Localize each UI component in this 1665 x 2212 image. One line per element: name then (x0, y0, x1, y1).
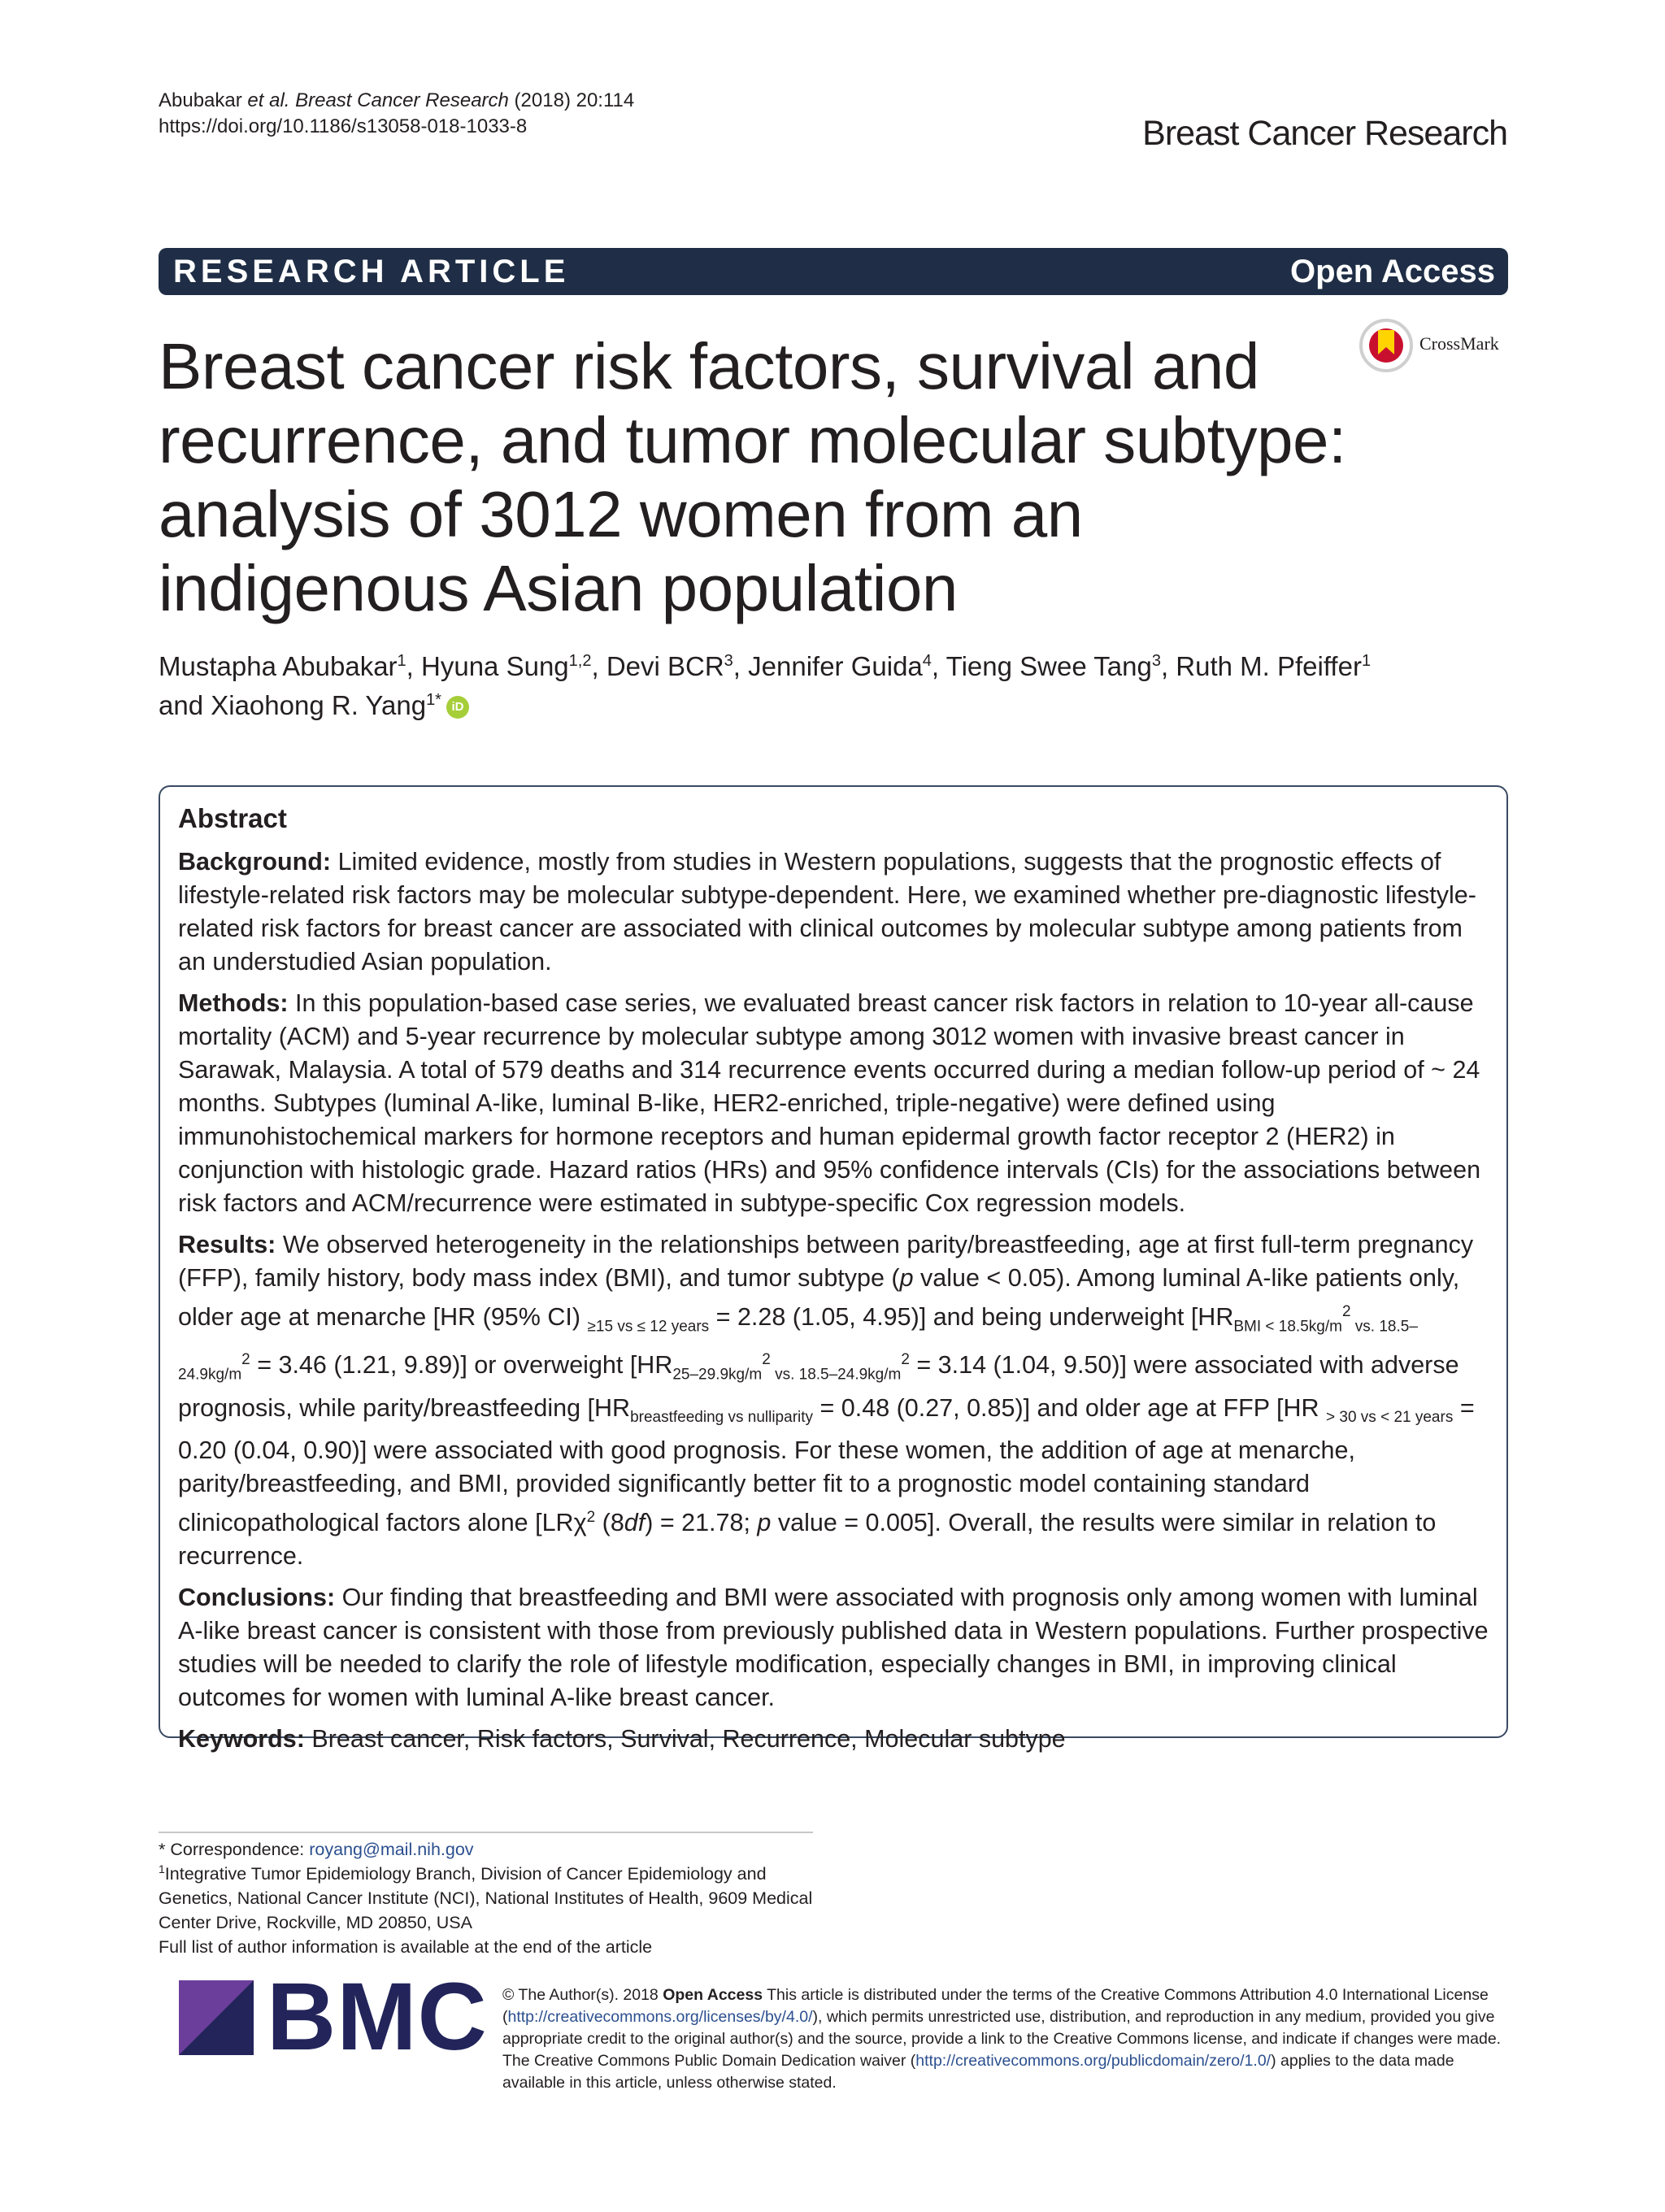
author-affil: 3 (724, 652, 733, 670)
correspondence-email[interactable]: royang@mail.nih.gov (309, 1840, 474, 1859)
author-affil: 1,2 (568, 652, 592, 670)
author-affil: 4 (922, 652, 932, 670)
author-affil: 3 (1151, 652, 1161, 670)
footnote-divider (159, 1832, 813, 1833)
author-affil: 1 (1361, 652, 1372, 670)
doi-link[interactable]: https://doi.org/10.1186/s13058-018-1033-8 (159, 115, 528, 137)
conclusions-label: Conclusions: (178, 1583, 336, 1611)
author-name: and Xiaohong R. Yang (159, 690, 427, 720)
abstract-keywords: Keywords: Breast cancer, Risk factors, Survival, Recurrence, Molecular subtype (178, 1724, 1066, 1753)
article-banner (159, 248, 1508, 295)
author-info-note: Full list of author information is available at the end of the article (159, 1937, 653, 1957)
abstract-methods: Methods: In this population-based case series, we evaluated breast cancer risk factors in relation to 10-year all-cause mortality (ACM) and 5-year recurrence by molecular subtype among 3012 women with invasive breast cancer in Sarawak, Malaysia. A total of 579 deaths and 314 recurrence events occurred during a median follow-up period of ~ 24 months. Subtypes (luminal A-like, luminal B-like, HER2-enriched, triple-negative) were defined using immunohistochemical markers for hormone receptors and human epidermal growth factor receptor 2 (HER2) in conjunction with histologic grade. Hazard ratios (HRs) and 95% confidence intervals (CIs) for the associations between risk factors and ACM/recurrence were estimated in subtype-specific Cox regression models. (178, 989, 1481, 1217)
abstract-results: Results: We observed heterogeneity in the relationships between parity/breastfeeding, age at first full-term pregnancy (FFP), family history, body mass index (BMI), and tumor subtype (p value < 0.05). Among luminal A-like patients only, older age at menarche [HR (95% CI) $_{\ge 15 vs \le 12 years}$ = 2.28 (1.05, 4.95)] and being underweight [$HR_{BMI < 18.5kg/m}^2$ $_{vs. 18.5-24.9kg/m}^2$ = 3.46 (1.21, 9.89)] or overweight [$HR_{25-29.9kg/m}^2$ $_{vs. 18.5-24.9kg/m}^2$ = 3.14 (1.04, 9.50)] were associated with adverse prognosis, while parity/breastfeeding [$HR_{breastfeeding vs nulliparity} = 0.48$ (0.27, 0.85)] and older age at FFP [HR $_{> 30 vs < 21 years}$ = 0.20 (0.04, 0.90)] were associated with good prognosis. For these women, the addition of age at menarche, parity/breastfeeding, and BMI, provided significantly better fit to a prognostic model containing standard clinicopathological factors alone [LRχ$^2$ (8df) = 21.78; p value = 0.005]. Overall, the results were similar in relation to recurrence. (178, 1231, 1475, 1570)
author-list: Mustapha Abubakar$^1$, Hyuna Sung$^{1,2}$, Devi BCR$^3$, Jennifer Guida$^4$, Tieng Swee Tang$^3$, Ruth M. Pfeiffer$^1$ and Xiaohong R. Yang$^{1*}$ iD (159, 651, 1372, 720)
methods-label: Methods: (178, 989, 289, 1017)
author-name: Tieng Swee Tang (946, 651, 1152, 681)
affiliation-text: Integrative Tumor Epidemiology Branch, Division of Cancer Epidemiology and Genetics, National Cancer Institute (NCI), National Institutes of Health, 9609 Medical Center Drive, Rockville, MD 20850, USA (159, 1864, 813, 1932)
citation-line (159, 88, 634, 114)
author-name: Mustapha Abubakar (159, 651, 398, 681)
background-label: Background: (178, 848, 332, 876)
correspondence-footnote: * Correspondence: royang@mail.nih.gov $^1$Integrative Tumor Epidemiology Branch, Division of Cancer Epidemiology and Genetics, National Cancer Institute (NCI), National Institutes of Health, 9609 Medical Center Drive, Rockville, MD 20850, USA Full list of author information is available at the end of the article (159, 1837, 825, 1959)
crossmark-label: CrossMark (1419, 333, 1499, 354)
abstract-box (159, 785, 1508, 1753)
correspondence-label: * Correspondence: (159, 1840, 310, 1859)
article-type-label: RESEARCH ARTICLE (173, 254, 570, 289)
crossmark-icon (1359, 319, 1413, 372)
license-statement: © The Author(s). 2018 Open Access This article is distributed under the terms of the Creative Commons Attribution 4.0 International License (http://creativecommons.org/licenses/by/4.0/), which permits unrestricted use, distribution, and reproduction in any medium, provided you give appropriate credit to the original author(s) and the source, provide a link to the Creative Commons license, and indicate if changes were made. The Creative Commons Public Domain Dedication waiver (http://creativecommons.org/publicdomain/zero/1.0/) applies to the data made available in this article, unless otherwise stated. (502, 1986, 1502, 2092)
abstract-heading: Abstract (178, 803, 287, 833)
article-title: Breast cancer risk factors, survival and recurrence, and tumor molecular subtype: analysis of 3012 women from an indigenous Asian population (159, 330, 1346, 624)
orcid-icon[interactable]: iD (446, 696, 469, 719)
author-name: Jennifer Guida (748, 651, 923, 681)
author-affil: 1 (397, 652, 406, 670)
author-name: Hyuna Sung (421, 651, 569, 681)
citation-volume: (2018) 20:114 (508, 89, 635, 111)
citation-journal: Breast Cancer Research (295, 89, 509, 111)
keywords-label: Keywords: (178, 1724, 305, 1753)
open-access-label: Open Access (1290, 254, 1495, 289)
citation-etal: et al. (247, 89, 290, 111)
crossmark-badge[interactable] (1358, 317, 1512, 374)
abstract-background: Background: Limited evidence, mostly from studies in Western populations, suggests that the prognostic effects of lifestyle-related risk factors may be molecular subtype-dependent. Here, we examined whether pre-diagnostic lifestyle-related risk factors for breast cancer are associated with clinical outcomes by molecular subtype among patients from an understudied Asian population. (178, 848, 1476, 976)
public-domain-link[interactable]: http://creativecommons.org/publicdomain/zero/1.0/ (915, 2052, 1272, 2070)
author-name: Ruth M. Pfeiffer (1176, 651, 1362, 681)
journal-name: Breast Cancer Research (1142, 114, 1507, 153)
bmc-logo (179, 1963, 488, 2071)
author-affil: 1* (426, 691, 441, 709)
author-name: Devi BCR (606, 651, 724, 681)
license-link[interactable]: http://creativecommons.org/licenses/by/4.0/ (507, 2008, 813, 2026)
bmc-wordmark: BMC (267, 1963, 488, 2071)
results-label: Results: (178, 1231, 276, 1258)
abstract-conclusions: Conclusions: Our finding that breastfeeding and BMI were associated with prognosis only among women with luminal A-like breast cancer is consistent with those from previously published data in Western populations. Further prospective studies will be needed to clarify the role of lifestyle modification, especially changes in BMI, in improving clinical outcomes for women with luminal A-like breast cancer. (178, 1583, 1489, 1711)
citation-author: Abubakar (159, 89, 248, 111)
citation-block (159, 88, 634, 140)
